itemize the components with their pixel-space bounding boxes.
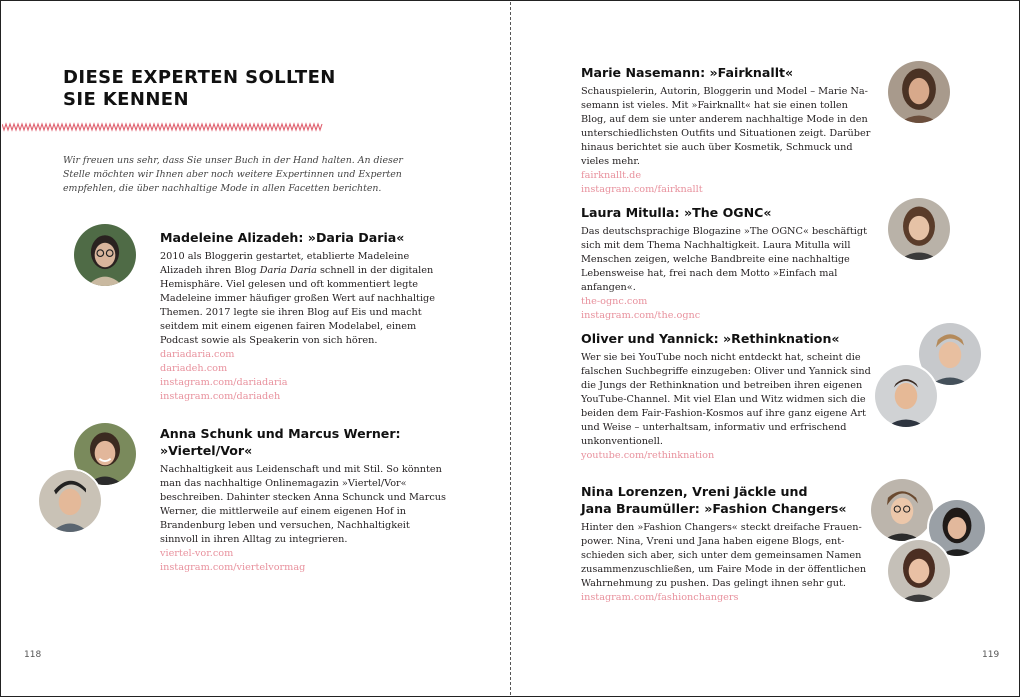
expert-entry-viertel-vor [160,425,450,575]
link-instagram-fairknallt[interactable]: instagram.com/fairknallt [581,184,703,195]
entry-body: Wer sie bei YouTube noch nicht entdeckt hat, scheint die falschen Suchbegriffe einzugeben: Oliver und Yannick sind die Jungs der Rethinknation und betreiben ihren eigenen YouTube-Channel. Mit viel Elan und Witz widmen sich die beiden dem Fair-Fashion-Kosmos auf ihre ganz eigene Art und Weise – unterhaltsam, informativ und erfrischend unkonventionell. [581,352,871,447]
avatar-jana-braumueller [886,538,952,604]
page-title-line-1: DIESE EXPERTEN SOLLTEN [63,67,336,88]
expert-entry-fashion-changers [581,483,876,605]
entry-links [160,547,450,575]
entry-body-text: 2010 als Bloggerin gestartet, etablierte Madeleine Alizadeh ihren Blog [160,251,410,276]
expert-entry-rethinknation [581,330,871,463]
entry-title [160,425,450,459]
link-instagram-dariadeh[interactable]: instagram.com/dariadeh [160,391,281,402]
entry-body: Hinter den »Fashion Changers« steckt dreifache Frauenpower. Nina, Vreni und Jana haben eigene Blogs, entschieden sich aber, sich unter dem gemeinsamen Namen zusammenzuschließen, um Faire Mode in der öffentlichen Wahrnehmung zu pushen. Das gelingt ihnen sehr gut. [581,522,867,589]
link-the-ognc-com[interactable]: the-ognc.com [581,296,648,307]
entry-title: Marie Nasemann: »Fairknallt« [581,65,794,80]
avatar-marie-nasemann [886,59,952,125]
expert-entry-marie-nasemann [581,64,871,197]
entry-links [581,591,876,605]
expert-entry-madeleine [160,229,450,404]
entry-title-line-1: Anna Schunk und Marcus Werner: [160,426,401,441]
portrait-image [871,479,933,541]
page-number-right: 119 [982,650,1000,660]
link-dariadeh-com[interactable]: dariadeh.com [160,363,228,374]
link-dariadaria-com[interactable]: dariadaria.com [160,349,235,360]
link-fairknallt-de[interactable]: fairknallt.de [581,170,642,181]
entry-body-text-continued: schnell in der digitalen Hemisphäre. Viel gelesen und oft kommentiert legte Madeleine immer häufiger großen Wert auf nachhaltige Themen. 2017 legte sie ihren Blog auf Eis und macht seitdem mit einem eigenen fairen Modelabel, einem Podcast sowie als Speakerin von sich hören. [160,265,435,346]
entry-body: Schauspielerin, Autorin, Bloggerin und Model – Marie Nasemann ist vieles. Mit »Fairknallt« hat sie einen tollen Blog, auf dem sie unter anderem nachhaltige Mode in den unterschiedlichsten Outfits und Situationen zeigt. Darüber hinaus berichtet sie auch über Kosmetik, Schmuck und vieles mehr. [581,86,871,167]
avatar-nina-lorenzen [869,477,935,543]
link-instagram-fashionchangers[interactable]: instagram.com/fashionchangers [581,592,739,603]
entry-links [581,169,871,197]
entry-links [581,295,871,323]
portrait-image [888,540,950,602]
link-youtube-rethinknation[interactable]: youtube.com/rethinknation [581,450,715,461]
link-instagram-dariadaria[interactable]: instagram.com/dariadaria [160,377,288,388]
link-viertel-vor-com[interactable]: viertel-vor.com [160,548,234,559]
entry-title [581,483,876,517]
portrait-image [888,61,950,123]
intro-paragraph: Wir freuen uns sehr, dass Sie unser Buch in der Hand halten. An dieser Stelle möchten wir Ihnen aber noch weitere Expertinnen und Experten empfehlen, die über nachhaltige Mode in allen Facetten berichten. [63,155,403,194]
entry-links [160,348,450,404]
avatar-laura-mitulla [886,196,952,262]
entry-body: Das deutschsprachige Blogazine »The OGNC« beschäftigt sich mit dem Thema Nachhaltigkeit. Laura Mitulla will Menschen zeigen, welche Bandbreite eine nachhaltige Lebensweise hat, frei nach dem Motto »Einfach mal anfangen«. [581,226,867,293]
entry-title-line-1: Nina Lorenzen, Vreni Jäckle und [581,484,808,499]
portrait-image [875,365,937,427]
portrait-image [39,470,101,532]
avatar-marcus-werner [37,468,103,534]
entry-title: Madeleine Alizadeh: »Daria Daria« [160,230,405,245]
entry-title-line-2: »Viertel/Vor« [160,443,253,458]
expert-entry-laura-mitulla [581,204,871,323]
page-title-line-2: SIE KENNEN [63,89,189,110]
entry-body [160,250,450,348]
page-fold-line [510,2,511,695]
avatar-yannick [873,363,939,429]
link-instagram-viertelvormag[interactable]: instagram.com/viertelvormag [160,562,306,573]
link-instagram-the-ognc[interactable]: instagram.com/the.ognc [581,310,701,321]
blog-name-italic: Daria Daria [259,265,317,276]
entry-links [581,449,871,463]
entry-title: Laura Mitulla: »The OGNC« [581,205,772,220]
portrait-image [74,224,136,286]
zigzag-divider [2,121,324,133]
entry-title: Oliver und Yannick: »Rethinknation« [581,331,840,346]
avatar-madeleine-alizadeh [72,222,138,288]
portrait-image [888,198,950,260]
entry-body: Nachhaltigkeit aus Leidenschaft und mit Stil. So könnten man das nachhaltige Onlinemagazin »Viertel/Vor« beschreiben. Dahinter stecken Anna Schunck und Marcus Werner, die mittlerweile auf einem eigenen Hof in Brandenburg leben und versuchen, Nachhaltigkeit sinnvoll in ihren Alltag zu integrieren. [160,464,446,545]
page-title [63,67,383,111]
entry-title-line-2: Jana Braumüller: »Fashion Changers« [581,501,847,516]
page-number-left: 118 [24,650,42,660]
